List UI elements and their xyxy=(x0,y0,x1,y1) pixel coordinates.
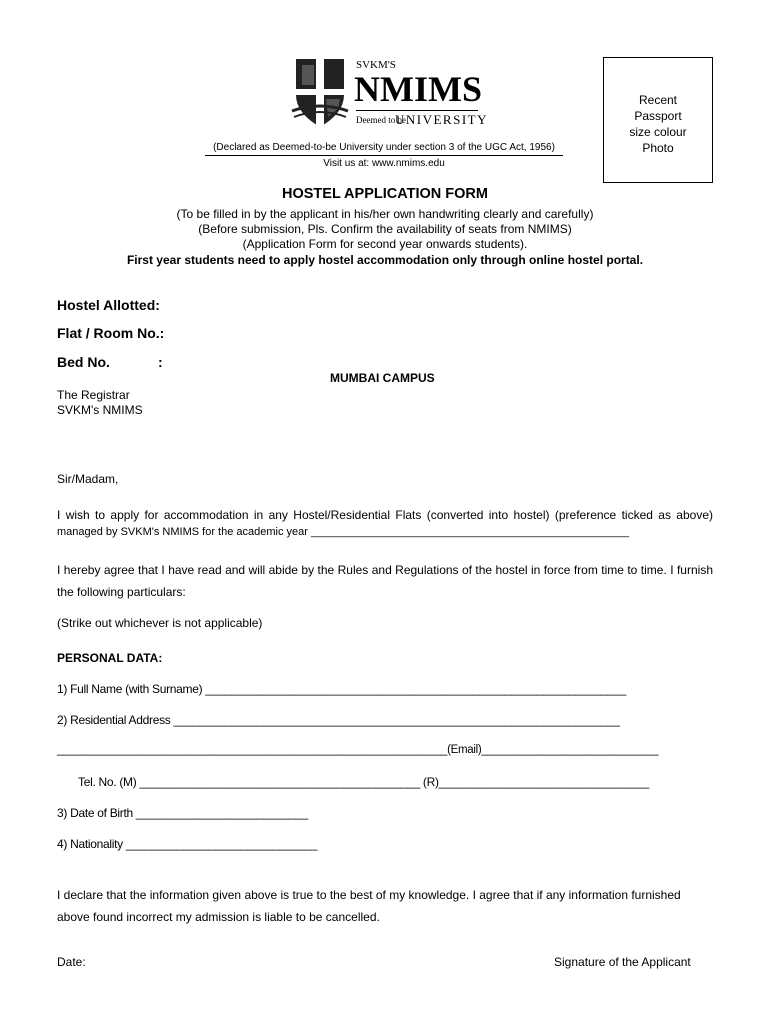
date-of-birth-field: 3) Date of Birth ___________________________ xyxy=(57,806,309,820)
full-name-field: 1) Full Name (with Surname) __________________________________________________________________ xyxy=(57,682,626,696)
nmims-shield-icon xyxy=(290,55,350,130)
declaration-text: I declare that the information given above is true to the best of my knowledge. I agree that if any information furnished above found incorrect my admission is liable to be cancelled. xyxy=(57,888,681,924)
instruction-4: First year students need to apply hostel accommodation only through online hostel portal. xyxy=(126,253,644,267)
date-label: Date: xyxy=(57,955,86,969)
photo-box xyxy=(603,57,713,183)
signature-label: Signature of the Applicant xyxy=(554,955,691,969)
bed-no-colon: : xyxy=(158,354,163,370)
paragraph-1-line-1: I wish to apply for accommodation in any Hostel/Residential Flats (converted into hostel) (preference ticked as above) xyxy=(57,508,713,522)
logo-divider xyxy=(356,110,478,111)
declared-statement: (Declared as Deemed-to-be University under section 3 of the UGC Act, 1956) xyxy=(205,142,563,156)
logo-nmims-text: NMIMS xyxy=(354,69,482,109)
hostel-allotted-label: Hostel Allotted: xyxy=(57,297,160,313)
residential-address-field: 2) Residential Address ______________________________________________________________________ xyxy=(57,713,620,727)
flat-room-label: Flat / Room No.: xyxy=(57,325,165,341)
nationality-field: 4) Nationality ______________________________ xyxy=(57,837,318,851)
telephone-field: Tel. No. (M) ____________________________________________ (R)_________________________________ xyxy=(78,775,650,789)
logo-deemed-text: Deemed to be xyxy=(356,115,406,125)
form-title: HOSTEL APPLICATION FORM xyxy=(282,186,488,202)
email-field: ________________________________________________________________(Email)_____________________________ xyxy=(57,744,659,756)
instruction-1: (To be filled in by the applicant in his/her own handwriting clearly and carefully) xyxy=(176,207,594,221)
address-line-2: SVKM's NMIMS xyxy=(57,403,143,417)
nmims-logo xyxy=(290,55,488,135)
strike-note: (Strike out whichever is not applicable) xyxy=(57,616,263,630)
personal-data-heading: PERSONAL DATA: xyxy=(57,651,163,665)
address-line-1: The Registrar xyxy=(57,388,130,402)
bed-no-label: Bed No. xyxy=(57,354,110,370)
logo-university-text: UNIVERSITY xyxy=(395,112,488,127)
logo-svkm-text: SVKM'S xyxy=(356,59,396,71)
paragraph-1-line-2: managed by SVKM's NMIMS for the academic year ____________________________________________________ xyxy=(57,526,630,538)
salutation: Sir/Madam, xyxy=(57,472,119,486)
paragraph-2: I hereby agree that I have read and will abide by the Rules and Regulations of the hostel in force from time to time. I furnish the following particulars: xyxy=(57,563,713,599)
photo-box-label: Recent Passport size colour Photo xyxy=(629,93,687,155)
instruction-2: (Before submission, Pls. Confirm the availability of seats from NMIMS) xyxy=(198,222,572,236)
visit-website: Visit us at: www.nmims.edu xyxy=(323,158,445,169)
campus-label: MUMBAI CAMPUS xyxy=(330,371,435,385)
instruction-3: (Application Form for second year onwards students). xyxy=(242,237,528,251)
